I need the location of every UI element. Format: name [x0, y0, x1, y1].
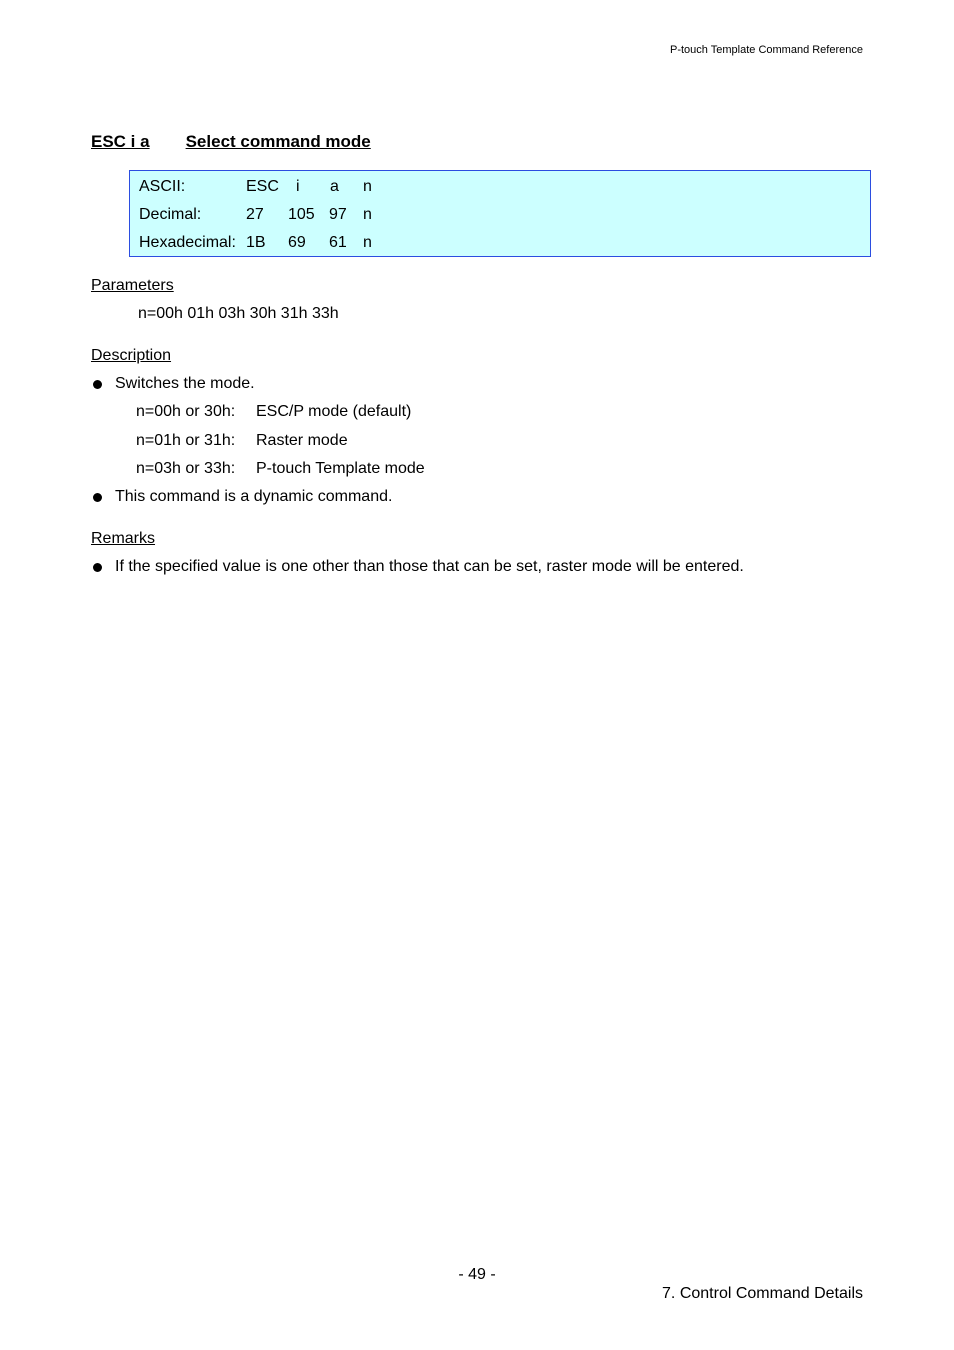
parameters-heading: Parameters: [91, 277, 174, 294]
page-header-title: P-touch Template Command Reference: [669, 44, 863, 56]
mode-value: Raster mode: [256, 432, 348, 449]
bullet-icon: [93, 493, 102, 502]
code-value: 97: [329, 206, 347, 223]
footer-section-title: 7. Control Command Details: [662, 1285, 863, 1302]
command-code-table: [129, 170, 871, 257]
code-value: n: [363, 206, 372, 223]
mode-key: n=01h or 31h:: [136, 432, 236, 449]
remarks-bullet-1: If the specified value is one other than those that can be set, raster mode will be entered.: [115, 558, 744, 575]
code-value: 105: [288, 206, 315, 223]
remarks-heading: Remarks: [91, 530, 156, 547]
bullet-icon: [93, 563, 102, 572]
bullet-icon: [93, 380, 102, 389]
description-bullet-1: Switches the mode.: [115, 375, 255, 392]
command-name: Select command mode: [185, 132, 371, 151]
code-value: n: [363, 234, 372, 251]
mode-key: n=00h or 30h:: [136, 403, 236, 420]
code-value: n: [363, 178, 372, 195]
command-code: ESC i a: [91, 132, 150, 151]
code-value: 69: [288, 234, 306, 251]
description-bullet-2: This command is a dynamic command.: [115, 488, 393, 505]
parameters-text: n=00h 01h 03h 30h 31h 33h: [138, 305, 339, 322]
code-value: ESC: [246, 178, 279, 195]
mode-value: ESC/P mode (default): [256, 403, 412, 420]
mode-value: P-touch Template mode: [256, 460, 425, 477]
code-value: 1B: [246, 234, 266, 251]
code-value: a: [330, 178, 339, 195]
code-value: 61: [329, 234, 347, 251]
mode-key: n=03h or 33h:: [136, 460, 236, 477]
code-value: i: [296, 178, 300, 195]
code-row-label: ASCII:: [139, 178, 186, 195]
code-row-label: Decimal:: [139, 206, 202, 223]
command-heading: [91, 132, 371, 152]
code-row-label: Hexadecimal:: [139, 234, 236, 251]
page-number: - 49 -: [458, 1266, 496, 1283]
code-value: 27: [246, 206, 264, 223]
description-heading: Description: [91, 347, 172, 364]
